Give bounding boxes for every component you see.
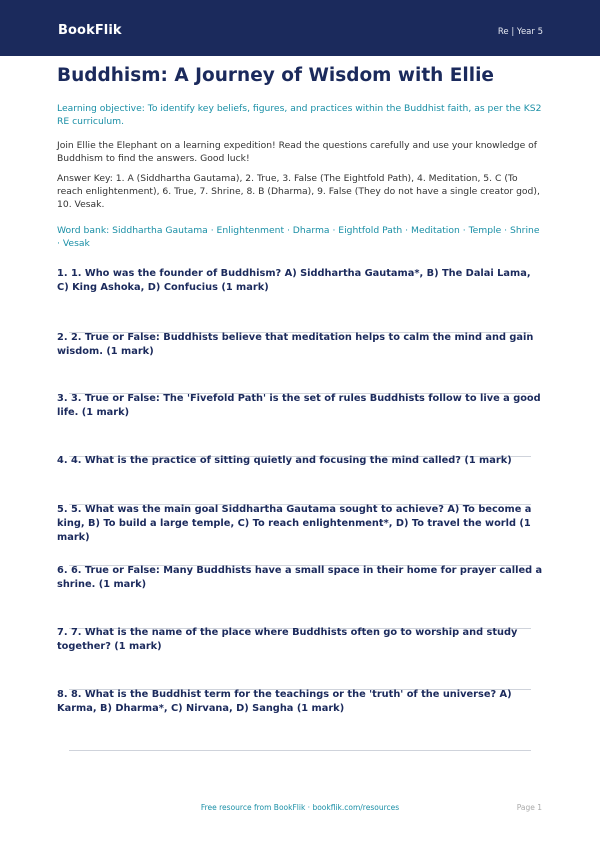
worksheet-title: Buddhism: A Journey of Wisdom with Ellie (57, 65, 494, 86)
question-3: 3. 3. True or False: The 'Fivefold Path' is the set of rules Buddhists follow to live a good life. (1 mark) (57, 393, 541, 418)
word-bank: Word bank: Siddhartha Gautama · Enlightenment · Dharma · Eightfold Path · Meditation · Temple · Shrine · Vesak (57, 225, 540, 249)
question-2: 2. 2. True or False: Buddhists believe that meditation helps to calm the mind and gain wisdom. (1 mark) (57, 332, 534, 357)
question-1: 1. 1. Who was the founder of Buddhism? A) Siddhartha Gautama*, B) The Dalai Lama, C) King Ashoka, D) Confucius (1 mark) (57, 268, 531, 293)
question-6: 6. 6. True or False: Many Buddhists have a small space in their home for prayer called a shrine. (1 mark) (57, 565, 543, 590)
question-4: 4. 4. What is the practice of sitting quietly and focusing the mind called? (1 mark) (57, 455, 512, 466)
header-bar (0, 0, 600, 56)
intro-paragraph: Join Ellie the Elephant on a learning expedition! Read the questions carefully and use your knowledge of Buddhism to find the answers. Good luck! (57, 140, 537, 164)
question-5: 5. 5. What was the main goal Siddhartha Gautama sought to achieve? A) To become a king, B) To build a large temple, C) To reach enlightenment*, D) To travel the world (1 mark) (57, 504, 532, 543)
question-8: 8. 8. What is the Buddhist term for the teachings or the 'truth' of the universe? A) Karma, B) Dharma*, C) Nirvana, D) Sangha (1 mark) (57, 689, 512, 714)
brand-logo-text[interactable]: BookFlik (58, 23, 122, 38)
answer-key: Answer Key: 1. A (Siddhartha Gautama), 2. True, 3. False (The Eightfold Path), 4. Meditation, 5. C (To reach enlightenment), 6. True, 7. Shrine, 8. B (Dharma), 9. False (They do not have a single creator god), 10. Vesak. (57, 173, 540, 210)
question-7: 7. 7. What is the name of the place where Buddhists often go to worship and study together? (1 mark) (57, 627, 518, 652)
subject-year-label: Re | Year 5 (497, 27, 543, 37)
answer-line-8[interactable] (69, 750, 531, 751)
footer-resource-link[interactable]: Free resource from BookFlik · bookflik.com/resources (200, 803, 400, 812)
page-number: Page 1 (516, 803, 542, 812)
learning-objective: Learning objective: To identify key beliefs, figures, and practices within the Buddhist faith, as per the KS2 RE curriculum. (57, 103, 542, 127)
